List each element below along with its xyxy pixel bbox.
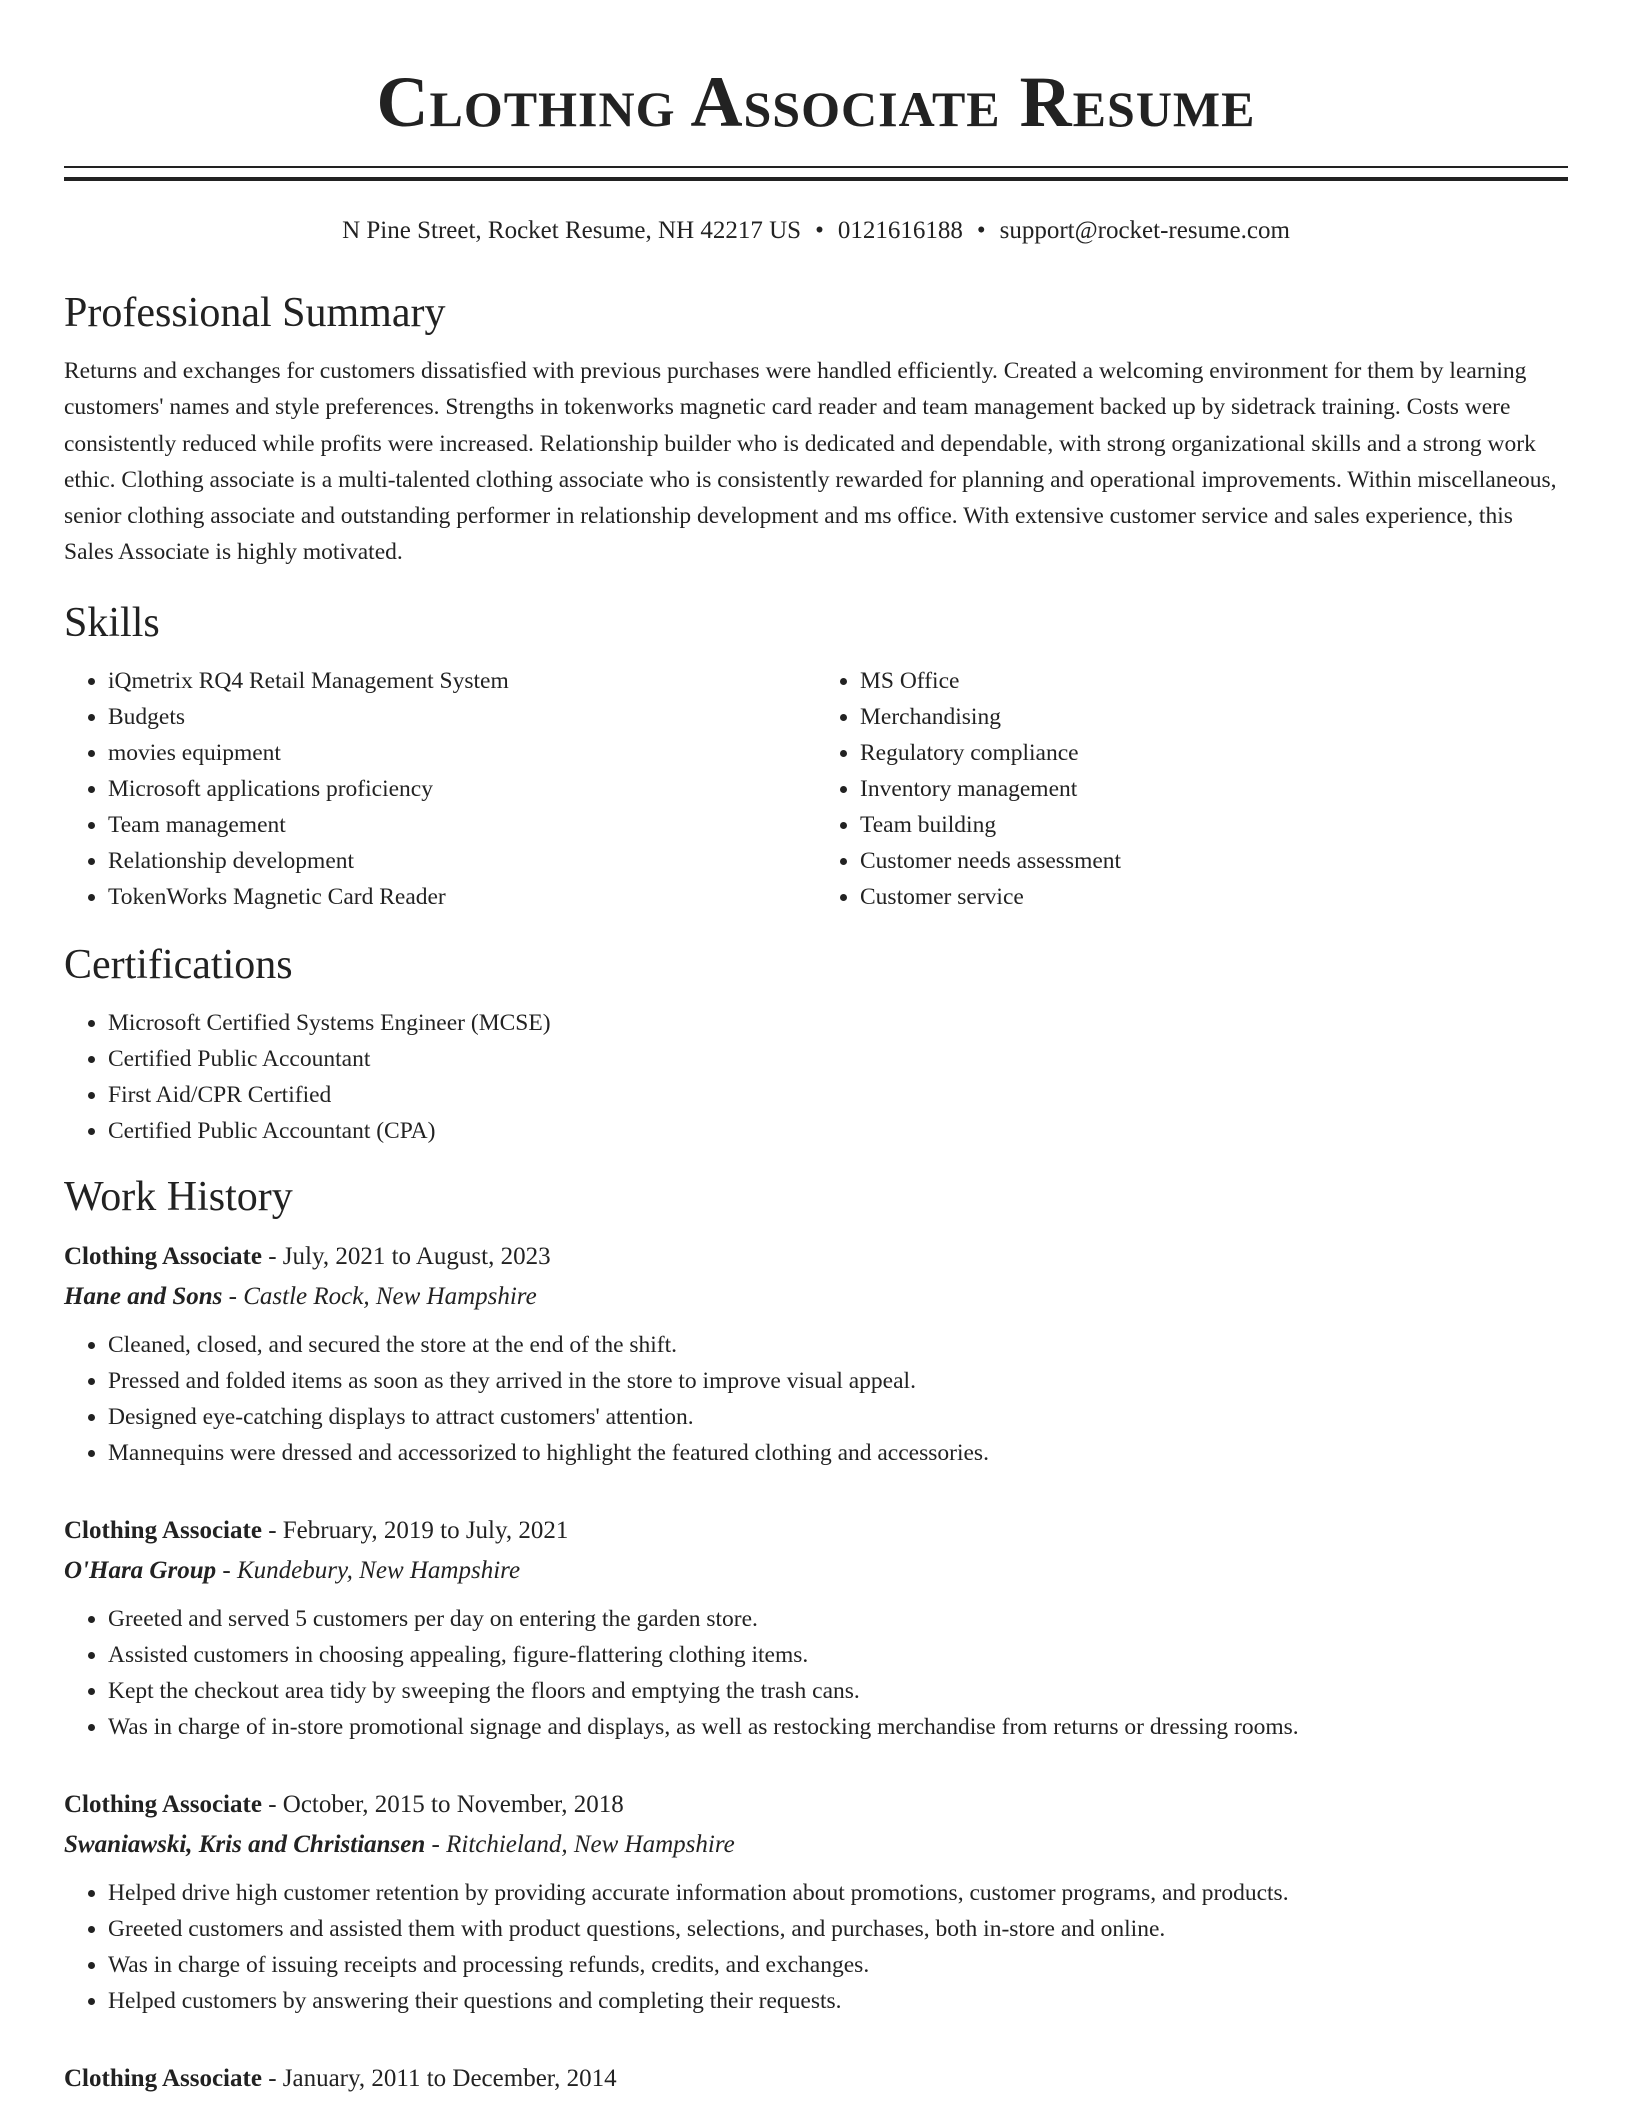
contact-address: N Pine Street, Rocket Resume, NH 42217 US bbox=[342, 217, 802, 244]
job-dates: - January, 2011 to December, 2014 bbox=[261, 2064, 617, 2092]
job-duties-list bbox=[64, 1327, 1568, 1471]
job-title-line bbox=[64, 1237, 1568, 1277]
job-company-line bbox=[64, 1551, 1568, 1591]
job-duty: • Kept the checkout area tidy by sweeping the floors and emptying the trash cans. bbox=[108, 1673, 1568, 1709]
skill-item: • TokenWorks Magnetic Card Reader bbox=[108, 879, 816, 915]
job-location: - Kundebury, New Hampshire bbox=[216, 1556, 521, 1584]
job-dates: - October, 2015 to November, 2018 bbox=[261, 1790, 624, 1818]
skill-item: • Team building bbox=[860, 807, 1568, 843]
contact-separator: • bbox=[976, 217, 986, 244]
job-location: - Castle Rock, New Hampshire bbox=[222, 1282, 537, 1310]
job-title: Clothing Associate bbox=[64, 1790, 262, 1818]
skills-heading: Skills bbox=[64, 599, 160, 646]
certification-item: • First Aid/CPR Certified bbox=[108, 1077, 1568, 1113]
contact-email[interactable]: support@rocket-resume.com bbox=[999, 217, 1290, 244]
job-company-line bbox=[64, 1825, 1568, 1865]
job-company: Hane and Sons bbox=[64, 1282, 223, 1310]
job-duty: • Mannequins were dressed and accessorized to highlight the featured clothing and accessories. bbox=[108, 1435, 1568, 1471]
skill-item: • Customer service bbox=[860, 879, 1568, 915]
contact-separator: • bbox=[815, 217, 824, 244]
job-duty: • Helped customers by answering their questions and completing their requests. bbox=[108, 1983, 1568, 2019]
work-history-heading: Work History bbox=[64, 1173, 293, 1220]
skills-columns bbox=[64, 663, 1568, 915]
certification-item: • Certified Public Accountant bbox=[108, 1041, 1568, 1077]
job-duty: • Was in charge of in-store promotional signage and displays, as well as restocking merchandise from returns or dressing rooms. bbox=[108, 1709, 1568, 1745]
job-entry bbox=[64, 2059, 1568, 2099]
job-duty: • Cleaned, closed, and secured the store at the end of the shift. bbox=[108, 1327, 1568, 1363]
job-company: O'Hara Group bbox=[64, 1556, 217, 1584]
skill-item: • iQmetrix RQ4 Retail Management System bbox=[108, 663, 816, 699]
certification-item: • Microsoft Certified Systems Engineer (MCSE) bbox=[108, 1005, 1568, 1041]
job-duty: • Greeted customers and assisted them with product questions, selections, and purchases, both in-store and online. bbox=[108, 1911, 1568, 1947]
skills-left-list bbox=[64, 663, 816, 915]
resume-title: Clothing Associate Resume bbox=[376, 62, 1256, 142]
skill-item: • Relationship development bbox=[108, 843, 816, 879]
resume-page bbox=[64, 0, 1568, 2099]
skill-item: • Merchandising bbox=[860, 699, 1568, 735]
job-dates: - February, 2019 to July, 2021 bbox=[261, 1516, 569, 1544]
job-duty: • Helped drive high customer retention by providing accurate information about promotions, customer programs, and products. bbox=[108, 1875, 1568, 1911]
summary-heading: Professional Summary bbox=[64, 290, 446, 336]
skill-item: • movies equipment bbox=[108, 735, 816, 771]
skill-item: • MS Office bbox=[860, 663, 1568, 699]
contact-phone: 0121616188 bbox=[837, 217, 963, 244]
job-entry bbox=[64, 1785, 1568, 2019]
certification-item: • Certified Public Accountant (CPA) bbox=[108, 1113, 1568, 1149]
job-duty: • Was in charge of issuing receipts and processing refunds, credits, and exchanges. bbox=[108, 1947, 1568, 1983]
job-company: Swaniawski, Kris and Christiansen bbox=[64, 1830, 426, 1858]
skill-item: • Budgets bbox=[108, 699, 816, 735]
job-duties-list bbox=[64, 1875, 1568, 2019]
job-duty: • Pressed and folded items as soon as they arrived in the store to improve visual appeal. bbox=[108, 1363, 1568, 1399]
job-title-line bbox=[64, 1785, 1568, 1825]
job-title-line bbox=[64, 1511, 1568, 1551]
skill-item: • Regulatory compliance bbox=[860, 735, 1568, 771]
title-divider bbox=[64, 166, 1568, 181]
job-location: - Ritchieland, New Hampshire bbox=[425, 1830, 735, 1858]
certifications-heading: Certifications bbox=[64, 941, 293, 988]
job-duty: • Greeted and served 5 customers per day on entering the garden store. bbox=[108, 1601, 1568, 1637]
job-dates: - July, 2021 to August, 2023 bbox=[261, 1242, 551, 1270]
certifications-list bbox=[64, 1005, 1568, 1149]
job-entry bbox=[64, 1511, 1568, 1745]
skill-item: • Team management bbox=[108, 807, 816, 843]
skill-item: • Customer needs assessment bbox=[860, 843, 1568, 879]
skill-item: • Microsoft applications proficiency bbox=[108, 771, 816, 807]
summary-text: Returns and exchanges for customers dissatisfied with previous purchases were handled efficiently. Created a welcoming environment for them by learning customers' names and style preferences. Strengths in tokenworks magnetic card reader and team management backed up by sidetrack training. Costs were consistently reduced while profits were increased. Relationship builder who is dedicated and dependable, with strong organizational skills and a strong work ethic. Clothing associate is a multi-talented clothing associate who is consistently rewarded for planning and operational improvements. Within miscellaneous, senior clothing associate and outstanding performer in relationship development and ms office. With extensive customer service and sales experience, this Sales Associate is highly motivated. bbox=[64, 358, 1557, 566]
job-company-line bbox=[64, 1277, 1568, 1317]
skill-item: • Inventory management bbox=[860, 771, 1568, 807]
job-title: Clothing Associate bbox=[64, 1516, 262, 1544]
job-title: Clothing Associate bbox=[64, 1242, 262, 1270]
job-title-line bbox=[64, 2059, 1568, 2099]
job-entry bbox=[64, 1237, 1568, 1471]
job-duties-list bbox=[64, 1601, 1568, 1745]
job-title: Clothing Associate bbox=[64, 2064, 262, 2092]
contact-line bbox=[64, 215, 1568, 247]
skills-right-list bbox=[816, 663, 1568, 915]
job-duty: • Designed eye-catching displays to attract customers' attention. bbox=[108, 1399, 1568, 1435]
job-duty: • Assisted customers in choosing appealing, figure-flattering clothing items. bbox=[108, 1637, 1568, 1673]
